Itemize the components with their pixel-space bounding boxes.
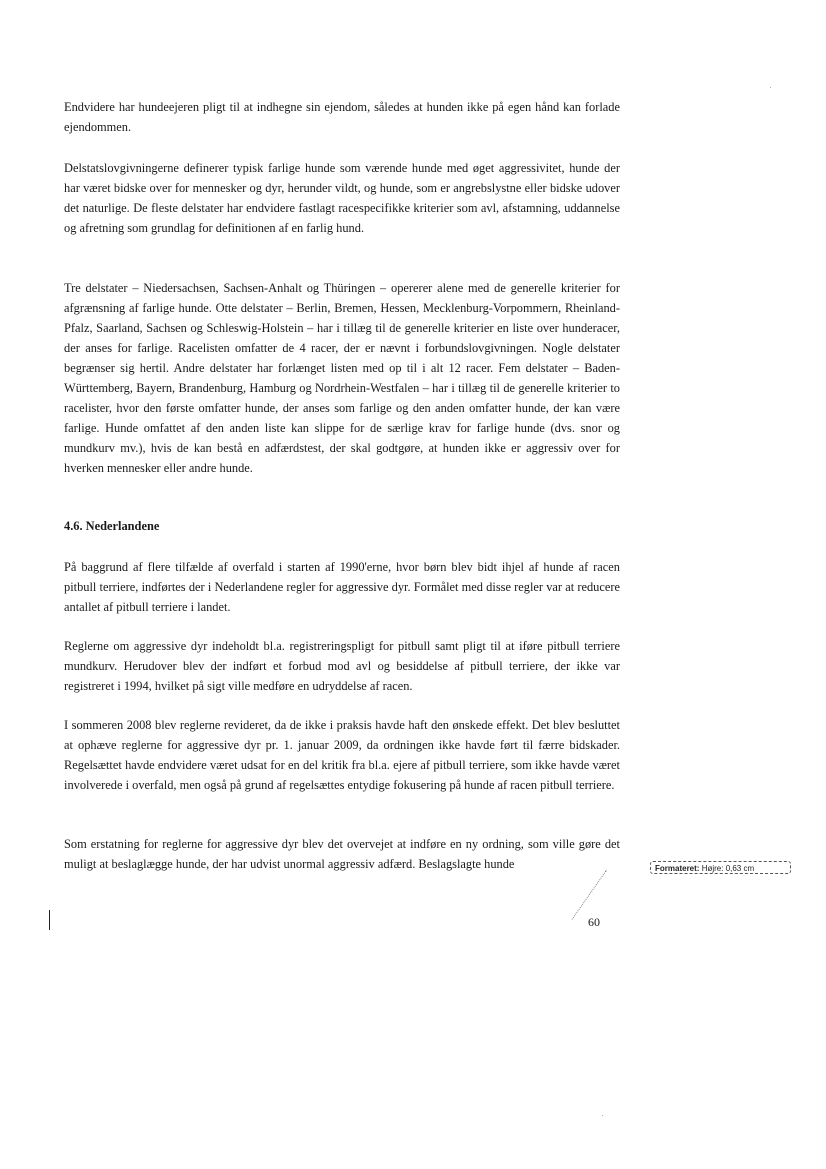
scan-speck <box>602 1115 603 1116</box>
format-comment-balloon[interactable] <box>650 861 791 874</box>
comment-label: Formateret: <box>655 864 700 873</box>
section-heading: 4.6. Nederlandene <box>64 519 160 533</box>
paragraph: Delstatslovgivningerne definerer typisk farlige hunde som værende hunde med øget aggressivitet, hunde der har været bidske over for mennesker og dyr, herunder vildt, og hunde, som er angrebslystne eller bidske udover det naturlige. De fleste delstater har endvidere fastlagt racespecifikke kriterier som avl, afstamning, uddannelse og afretning som grundlag for definitionen af en farlig hund. <box>64 161 620 235</box>
paragraph: På baggrund af flere tilfælde af overfald i starten af 1990'erne, hvor børn blev bidt ihjel af hunde af racen pitbull terriere, indførtes der i Nederlandene regler for aggressive dyr. Formålet med disse regler var at reducere antallet af pitbull terriere i landet. <box>64 560 620 614</box>
change-bar <box>49 910 50 930</box>
page-number: 60 <box>588 915 600 929</box>
scan-speck <box>770 87 771 88</box>
comment-text: Højre: 0,63 cm <box>701 864 755 873</box>
paragraph: I sommeren 2008 blev reglerne revideret, da de ikke i praksis havde haft den ønskede effekt. Det blev besluttet at ophæve reglerne for aggressive dyr pr. 1. januar 2009, da ordningen ikke havde ført til færre bidskader. Regelsættet havde endvidere været udsat for en del kritik fra bl.a. ejere af pitbull terriere, som ikke havde været involverede i overfald, men også på grund af regelsættes entydige fokusering på hunde af racen pitbull terriere. <box>64 718 620 792</box>
paragraph: Endvidere har hundeejeren pligt til at indhegne sin ejendom, således at hunden ikke på egen hånd kan forlade ejendommen. <box>64 100 620 134</box>
paragraph: Som erstatning for reglerne for aggressive dyr blev det overvejet at indføre en ny ordning, som ville gøre det muligt at beslaglægge hunde, der har udvist unormal aggressiv adfærd. Beslagslagte hunde <box>64 837 620 871</box>
paragraph: Reglerne om aggressive dyr indeholdt bl.a. registreringspligt for pitbull samt pligt til at iføre pitbull terriere mundkurv. Herudover blev der indført et forbud mod avl og besiddelse af pitbull terriere, der ikke var registreret i 1994, hvilket på sigt ville medføre en udryddelse af racen. <box>64 639 620 693</box>
comment-connector-line <box>572 870 607 920</box>
paragraph: Tre delstater – Niedersachsen, Sachsen-Anhalt og Thüringen – opererer alene med de generelle kriterier for afgrænsning af farlige hunde. Otte delstater – Berlin, Bremen, Hessen, Mecklenburg-Vorpommern, Rheinland-Pfalz, Saarland, Sachsen og Schleswig-Holstein – har i tillæg til de generelle kriterier en liste over hunderacer, der anses for farlige. Racelisten omfatter de 4 racer, der er nævnt i forbundslovgivningen. Nogle delstater begrænser sig hertil. Andre delstater har forlænget listen med op til i alt 12 racer. Fem delstater – Baden-Württemberg, Bayern, Brandenburg, Hamburg og Nordrhein-Westfalen – har i tillæg til de generelle kriterier to racelister, hvor den første omfatter hunde, der anses som farlige og den anden omfatter hunde, der kan være farlige. Hunde omfattet af den anden liste kan slippe for de særlige krav for farlige hunde (dvs. snor og mundkurv mv.), hvis de kan bestå en adfærdstest, der skal godtgøre, at hunden ikke er aggressiv over for hverken mennesker eller andre hunde. <box>64 281 620 475</box>
